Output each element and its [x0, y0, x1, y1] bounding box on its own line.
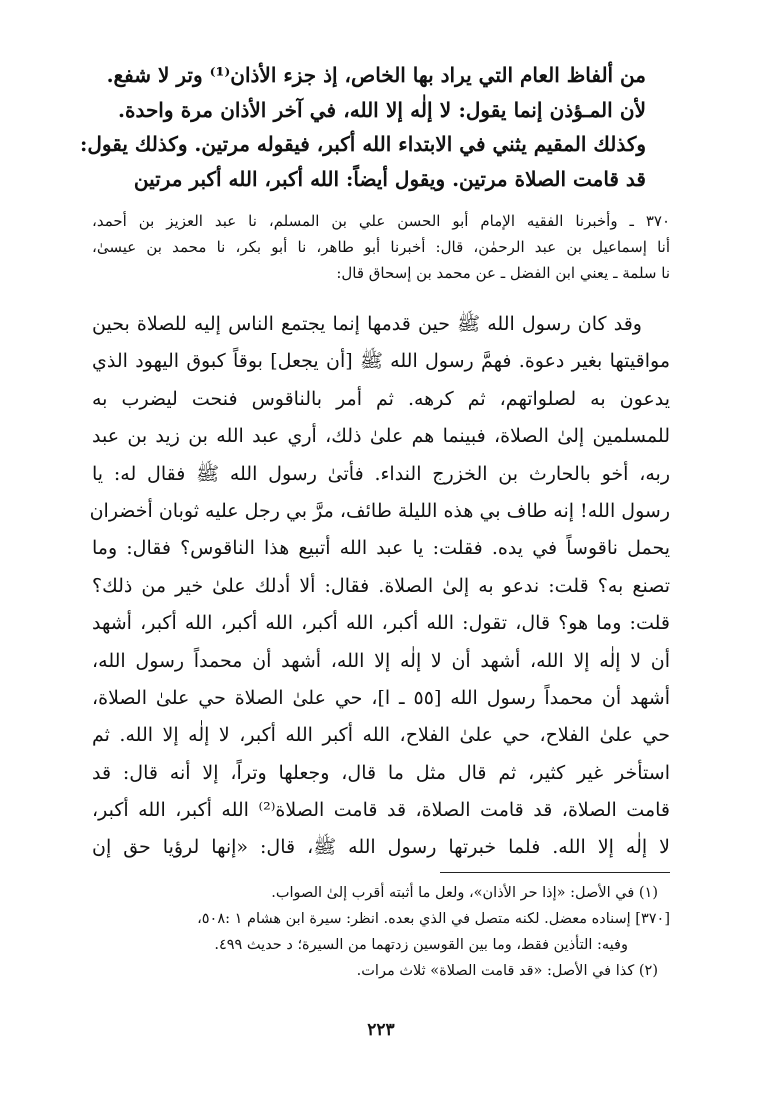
isnad-line: ٣٧٠ ـ وأخبرنا الفقيه الإمام أبو الحسن علي بن المسلم، نا عبد العزيز بن أحمد، — [92, 212, 670, 230]
footnote-line: (٢) كذا في الأصل: «قد قامت الصلاة» ثلاث مرات. — [356, 963, 658, 979]
footnote-line: [٣٧٠] إسناده معضل. لكنه متصل في الذي بعده. انظر: سيرة ابن هشام ١ :٥٠٨، — [197, 911, 670, 927]
bold-line: من ألفاظ العام التي يراد بها الخاص، إذ جزء الأذان⁽¹⁾ وتر لا شفع. — [106, 63, 646, 87]
main-line: ربه، أخو بالحارث بن الخزرج النداء. فأتىٰ رسول الله ﷺ فقال له: يا — [92, 462, 670, 485]
footnotes-block — [92, 880, 670, 984]
main-line: قلت: وما هو؟ قال، تقول: الله أكبر، الله أكبر، الله أكبر، الله أكبر، أشهد — [92, 612, 670, 635]
isnad-block — [92, 208, 670, 286]
bold-line: قد قامت الصلاة مرتين. ويقول أيضاً: الله أكبر، الله أكبر مرتين — [133, 166, 646, 191]
main-line: أن لا إلٰه إلا الله، أشهد أن لا إلٰه إلا الله، أشهد أن محمداً رسول الله، — [92, 649, 670, 672]
main-line: مواقيتها بغير دعوة. فهمَّ رسول الله ﷺ [أن يجعل] بوقاً كبوق اليهود الذي — [92, 350, 670, 373]
bold-line: وكذلك المقيم يثني في الابتداء الله أكبر، فيقوله مرتين. وكذلك يقول: — [79, 132, 646, 156]
main-line: للمسلمين إلىٰ الصلاة، فبينما هم علىٰ ذلك، أري عبد الله بن زيد بن عبد — [92, 425, 670, 448]
main-line: يحمل ناقوساً في يده. فقلت: يا عبد الله أتبيع هذا الناقوس؟ فقال: وما — [92, 537, 670, 560]
page-number: ٢٢٣ — [367, 1020, 395, 1040]
main-line: استأخر غير كثير، ثم قال مثل ما قال، وجعلها وتراً، إلا أنه قال: قد — [92, 761, 670, 784]
main-line: يدعون به لصلواتهم، ثم كرهه. ثم أمر بالناقوس فنحت ليضرب به — [92, 387, 670, 410]
main-line: لا إلٰه إلا الله. فلما خبرتها رسول الله ﷺ، قال: «إنها لرؤيا حق إن — [92, 836, 670, 859]
main-line: رسول الله! إنه طاف بي هذه الليلة طائف، مرَّ بي رجل عليه ثوبان أخضران — [89, 499, 670, 522]
main-line: تصنع به؟ قلت: ندعو به إلىٰ الصلاة. فقال: ألا أدلك علىٰ خير من ذلك؟ — [92, 574, 670, 597]
footnote-line: (١) في الأصل: «إذا حر الأذان»، ولعل ما أثبته أقرب إلىٰ الصواب. — [271, 885, 658, 901]
bold-text-block — [79, 58, 646, 196]
main-line: أشهد أن محمداً رسول الله [٥٥ ـ ا]، حي علىٰ الصلاة حي علىٰ الصلاة، — [92, 686, 670, 709]
main-line: وقد كان رسول الله ﷺ حين قدمها إنما يجتمع الناس إليه للصلاة بحين — [92, 313, 642, 335]
footnote-line: وفيه: التأذين فقط، وما بين القوسين زدتهما من السيرة؛ د حديث ٤٩٩. — [214, 937, 628, 953]
main-text-block — [89, 306, 670, 867]
isnad-line: أنا إسماعيل بن عبد الرحمٰن، قال: أخبرنا أبو طاهر، نا أبو بكر، نا محمد بن عيسىٰ، — [92, 238, 670, 256]
main-line: قامت الصلاة، قد قامت الصلاة، قد قامت الصلاة⁽²⁾ الله أكبر، الله أكبر، — [92, 799, 670, 822]
main-line: حي علىٰ الفلاح، حي علىٰ الفلاح، الله أكبر الله أكبر، لا إلٰه إلا الله. ثم — [92, 724, 670, 747]
isnad-line: نا سلمة ـ يعني ابن الفضل ـ عن محمد بن إسحاق قال: — [336, 264, 670, 282]
bold-line: لأن المـؤذن إنما يقول: لا إلٰه إلا الله، في آخر الأذان مرة واحدة. — [118, 97, 646, 122]
footnote-separator — [440, 872, 670, 873]
